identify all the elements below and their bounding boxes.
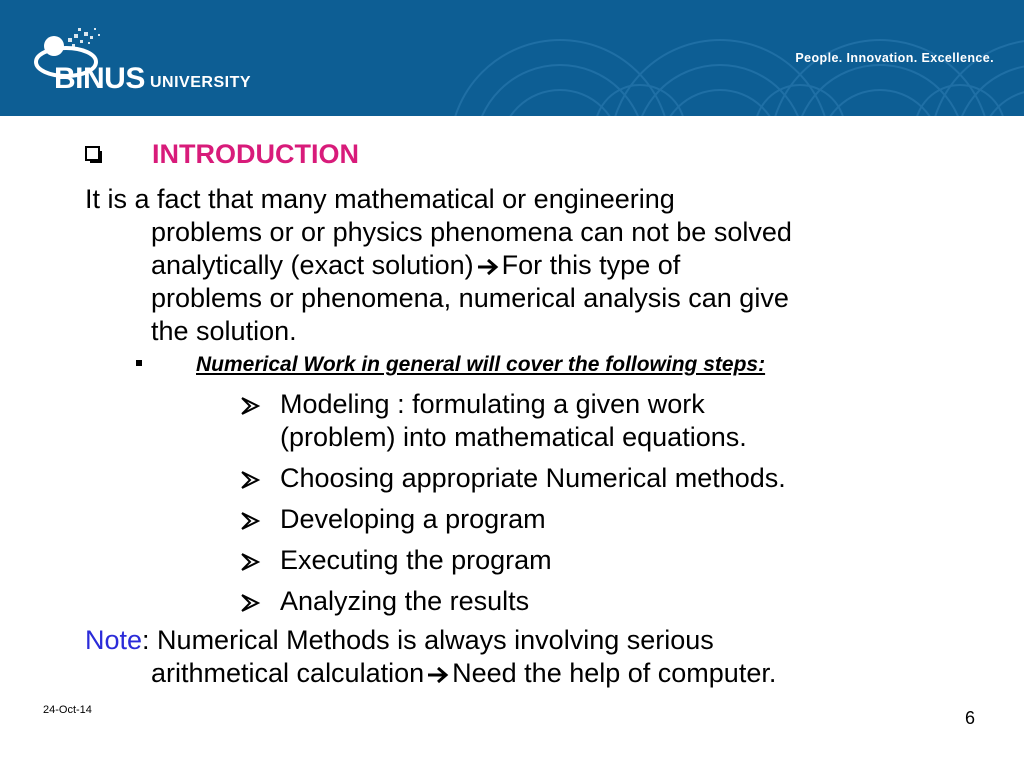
note-text: Need the help of computer. — [452, 658, 777, 688]
right-arrow-icon — [427, 666, 449, 684]
step-text: Modeling : formulating a given work — [280, 389, 705, 419]
paragraph-line: It is a fact that many mathematical or engineering — [85, 184, 675, 214]
paragraph-line — [85, 249, 985, 282]
note-label: Note — [85, 625, 143, 655]
page-number: 6 — [965, 708, 976, 728]
arrowhead-bullet-icon — [240, 511, 262, 531]
step-item — [240, 388, 786, 454]
paragraph-text: For this type of — [501, 250, 681, 280]
note-paragraph — [85, 624, 776, 690]
steps-subheading: Numerical Work in general will cover the following steps: — [196, 353, 766, 376]
paragraph-line: problems or or physics phenomena can not be solved — [151, 217, 792, 247]
note-text: arithmetical calculation — [151, 658, 425, 688]
logo-wordmark: BINUS — [54, 62, 145, 95]
steps-list — [240, 388, 786, 626]
step-item — [240, 544, 786, 577]
hollow-square-bullet-icon — [85, 146, 103, 164]
step-item — [240, 503, 786, 536]
arrowhead-bullet-icon — [240, 396, 262, 416]
paragraph-line: the solution. — [151, 316, 297, 346]
step-text: Developing a program — [280, 504, 546, 534]
slide-heading: INTRODUCTION — [152, 139, 359, 169]
arrowhead-bullet-icon — [240, 552, 262, 572]
logo-university: UNIVERSITY — [150, 74, 252, 91]
intro-paragraph — [85, 183, 985, 348]
tagline: People. Innovation. Excellence. — [795, 51, 994, 65]
step-text: Choosing appropriate Numerical methods. — [280, 463, 786, 493]
paragraph-text: analytically (exact solution) — [151, 250, 474, 280]
arrowhead-bullet-icon — [240, 593, 262, 613]
arrowhead-bullet-icon — [240, 470, 262, 490]
step-text: (problem) into mathematical equations. — [280, 422, 747, 452]
step-item — [240, 585, 786, 618]
paragraph-line: problems or phenomena, numerical analysis can give — [151, 283, 789, 313]
slide-date: 24-Oct-14 — [43, 704, 92, 716]
step-text: Executing the program — [280, 545, 552, 575]
header-banner — [0, 0, 1024, 116]
square-bullet-icon — [136, 360, 142, 366]
note-text: : Numerical Methods is always involving serious — [142, 625, 714, 655]
note-line — [85, 657, 776, 690]
step-item — [240, 462, 786, 495]
right-arrow-icon — [477, 258, 499, 276]
step-text: Analyzing the results — [280, 586, 530, 616]
